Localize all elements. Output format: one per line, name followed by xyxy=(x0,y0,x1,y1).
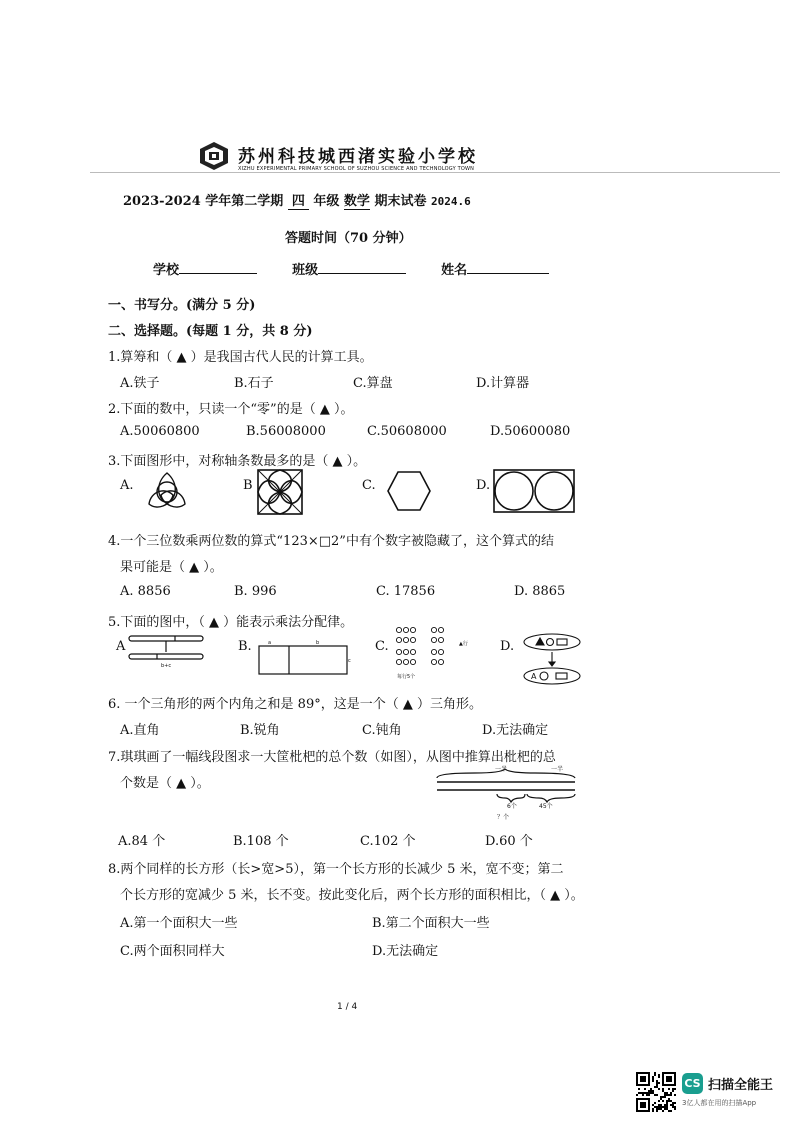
title-suffix: 期末试卷 xyxy=(374,194,427,209)
q3-figure-a-trefoil xyxy=(143,469,191,519)
q5-figure-b-rectangles xyxy=(256,640,354,680)
q3-option-d[interactable]: D. xyxy=(476,478,491,493)
dot xyxy=(396,649,401,654)
q7-option-b[interactable]: B.108 个 xyxy=(233,834,289,849)
q6-option-c[interactable]: C.钝角 xyxy=(362,723,402,738)
q3-option-a[interactable]: A. xyxy=(120,478,134,493)
q8-option-c[interactable]: C.两个面积同样大 xyxy=(120,944,225,959)
dot xyxy=(396,627,401,632)
name-label: 姓名 xyxy=(441,263,468,278)
q7-stem-line2: 个数是（ ▲ ）。 xyxy=(120,776,210,791)
q4-stem-line1: 4.一个三位数乘两位数的算式“123×□2”中有个数字被隐藏了，这个算式的结 xyxy=(108,534,554,549)
school-logo xyxy=(198,141,230,175)
school-field[interactable] xyxy=(179,259,257,274)
class-field[interactable] xyxy=(318,259,406,274)
qr-code xyxy=(636,1072,676,1116)
q4-option-d[interactable]: D. 8865 xyxy=(514,584,566,599)
q3-figure-b-petals xyxy=(257,469,303,519)
q8-stem-line1: 8.两个同样的长方形（长>宽>5），第一个长方形的长减少 5 米，宽不变；第二 xyxy=(108,862,564,877)
q7-fig-half-2: 一半 xyxy=(551,766,564,773)
q6-stem: 6. 一个三角形的两个内角之和是 89°，这是一个（ ▲ ）三角形。 xyxy=(108,697,482,712)
dot xyxy=(410,637,415,642)
dot xyxy=(410,627,415,632)
q5-fig-c-row-label: ▲行 xyxy=(459,641,468,647)
q4-option-b[interactable]: B. 996 xyxy=(234,584,277,599)
q4-option-c[interactable]: C. 17856 xyxy=(376,584,436,599)
dot xyxy=(396,637,401,642)
dot xyxy=(403,649,408,654)
q1-option-b[interactable]: B.石子 xyxy=(234,376,274,391)
q5-option-b[interactable]: B. xyxy=(238,639,252,654)
q5-option-d[interactable]: D. xyxy=(500,639,515,654)
q3-figure-c-hexagon xyxy=(386,470,432,516)
dot xyxy=(396,659,401,664)
dot xyxy=(438,627,443,632)
dot xyxy=(438,649,443,654)
section-2: 二、选择题。(每题 1 分，共 8 分) xyxy=(108,324,313,339)
school-label: 学校 xyxy=(153,263,180,278)
section-1: 一、书写分。(满分 5 分) xyxy=(108,298,256,313)
q4-stem-line2: 果可能是（ ▲ ）。 xyxy=(120,560,223,575)
q6-option-b[interactable]: B.锐角 xyxy=(240,723,280,738)
q5-figure-a-segments xyxy=(127,632,207,672)
page-number: 1 / 4 xyxy=(337,1002,358,1012)
q5-fig-c-col-label: 每行5个 xyxy=(397,674,416,680)
q8-option-a[interactable]: A.第一个面积大一些 xyxy=(120,916,238,931)
scanner-sub: 3亿人都在用的扫描App xyxy=(682,1099,757,1107)
q2-stem: 2.下面的数中，只读一个“零”的是（ ▲ ）。 xyxy=(108,402,354,417)
dot xyxy=(403,637,408,642)
q7-option-a[interactable]: A.84 个 xyxy=(118,834,166,849)
dot xyxy=(403,627,408,632)
title-grade: 四 xyxy=(288,190,309,210)
q5-fig-b-b: b xyxy=(316,640,320,646)
exam-title xyxy=(123,190,471,210)
class-label: 班级 xyxy=(292,263,319,278)
q7-fig-q: ？个 xyxy=(497,814,510,820)
title-subject: 数学 xyxy=(344,190,370,210)
q6-option-a[interactable]: A.直角 xyxy=(120,723,160,738)
school-name-en: XIZHU EXPERIMENTAL PRIMARY SCHOOL OF SUZHOU SCIENCE AND TECHNOLOGY TOWN xyxy=(238,166,475,172)
q5-fig-a-label: b+c xyxy=(161,663,172,668)
q6-option-d[interactable]: D.无法确定 xyxy=(482,723,549,738)
q3-stem: 3.下面图形中，对称轴条数最多的是（ ▲ ）。 xyxy=(108,454,367,469)
q3-option-b[interactable]: B xyxy=(243,478,253,493)
dot xyxy=(431,649,436,654)
q7-option-d[interactable]: D.60 个 xyxy=(485,834,533,849)
dot xyxy=(410,649,415,654)
q5-figure-d-equation xyxy=(522,632,584,690)
q5-fig-b-a: a xyxy=(268,640,272,646)
dot xyxy=(438,659,443,664)
scanner-name: 扫描全能王 xyxy=(708,1078,774,1093)
q1-option-c[interactable]: C.算盘 xyxy=(353,376,393,391)
q2-option-a[interactable]: A.50060800 xyxy=(120,424,200,439)
q8-stem-line2: 个长方形的宽减少 5 米，长不变。按此变化后，两个长方形的面积相比，（ ▲ ）。 xyxy=(120,888,584,903)
q3-figure-d-two-circles xyxy=(493,469,575,517)
q1-option-d[interactable]: D.计算器 xyxy=(476,376,530,391)
title-term: 2023-2024 学年第二学期 xyxy=(123,194,284,209)
q7-fig-half: 一半 xyxy=(495,766,508,773)
q7-stem-line1: 7.琪琪画了一幅线段图求一大筐枇杷的总个数（如图），从图中推算出枇杷的总 xyxy=(108,750,556,765)
exam-time: 答题时间（70 分钟） xyxy=(285,231,412,246)
svg-text:A: A xyxy=(531,672,537,681)
dot xyxy=(431,637,436,642)
q5-stem: 5.下面的图中，（ ▲ ）能表示乘法分配律。 xyxy=(108,615,354,630)
school-name: 苏州科技城西渚实验小学校 xyxy=(238,147,478,167)
q8-option-d[interactable]: D.无法确定 xyxy=(372,944,439,959)
q2-option-d[interactable]: D.50600080 xyxy=(490,424,571,439)
header-rule xyxy=(90,172,780,173)
title-grade-suffix: 年级 xyxy=(313,194,340,209)
dot xyxy=(431,627,436,632)
q7-figure-segments xyxy=(435,764,585,824)
q5-figure-c-dots xyxy=(393,624,485,684)
dot xyxy=(403,659,408,664)
q5-fig-b-c: c xyxy=(348,658,351,664)
scanner-badge-icon: CS xyxy=(682,1073,703,1094)
dot xyxy=(410,659,415,664)
q3-option-c[interactable]: C. xyxy=(362,478,376,493)
q5-option-c[interactable]: C. xyxy=(375,639,389,654)
dot xyxy=(438,637,443,642)
q2-option-c[interactable]: C.50608000 xyxy=(367,424,447,439)
q7-fig-six: 6个 xyxy=(507,803,517,810)
q1-stem: 1.算筹和（ ▲ ）是我国古代人民的计算工具。 xyxy=(108,350,373,365)
name-field[interactable] xyxy=(467,259,549,274)
title-date: 2024.6 xyxy=(431,195,471,208)
q7-option-c[interactable]: C.102 个 xyxy=(360,834,416,849)
q1-option-a[interactable]: A.铁子 xyxy=(120,376,160,391)
info-row xyxy=(153,259,549,278)
q8-option-b[interactable]: B.第二个面积大一些 xyxy=(372,916,490,931)
dot xyxy=(431,659,436,664)
q7-fig-45: 45个 xyxy=(539,803,553,810)
q5-option-a[interactable]: A xyxy=(116,639,126,654)
q4-option-a[interactable]: A. 8856 xyxy=(120,584,171,599)
q2-option-b[interactable]: B.56008000 xyxy=(246,424,326,439)
